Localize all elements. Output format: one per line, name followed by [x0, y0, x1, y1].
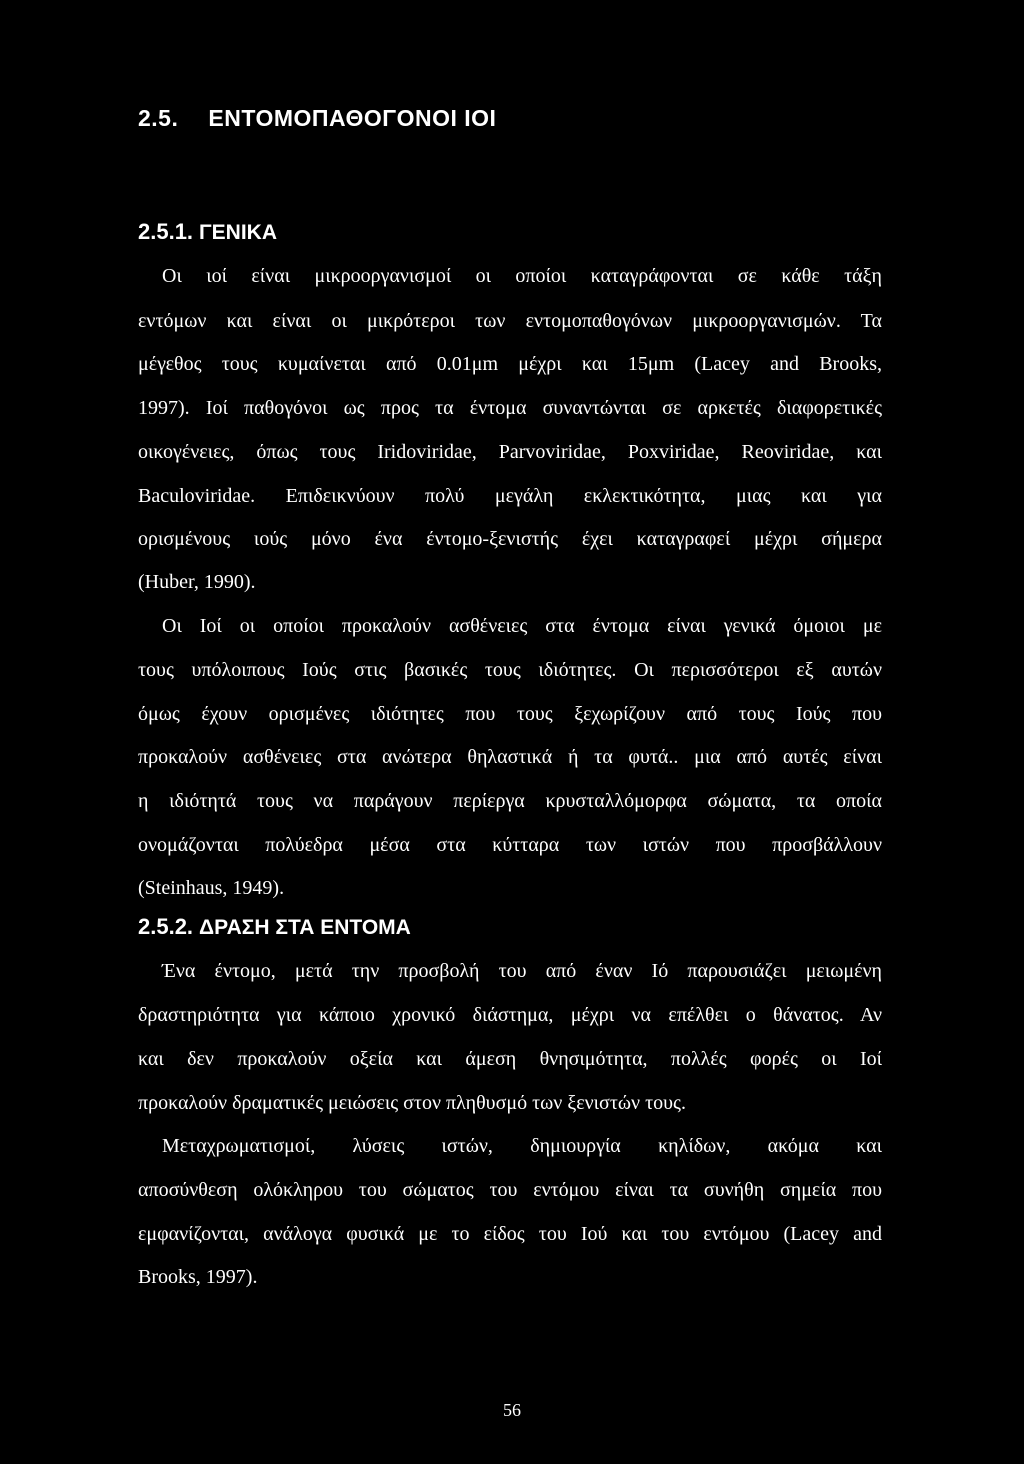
- subsection-title: ΔΡΑΣΗ ΣΤΑ ΕΝΤΟΜΑ: [199, 916, 411, 939]
- paragraph-line: προκαλούν ασθένειες στα ανώτερα θηλαστικά ή τα φυτά.. μια από αυτές είναι: [138, 746, 882, 768]
- paragraph-line: Οι Ιοί οι οποίοι προκαλούν ασθένειες στα έντομα είναι γενικά όμοιοι με: [162, 615, 882, 637]
- paragraph-line: Ένα έντομο, μετά την προσβολή του από έναν Ιό παρουσιάζει μειωμένη: [162, 960, 882, 982]
- paragraph-line: Μεταχρωματισμοί, λύσεις ιστών, δημιουργία κηλίδων, ακόμα και: [162, 1135, 882, 1157]
- subsection-number: 2.5.1.: [138, 219, 194, 244]
- paragraph-line: οικογένειες, όπως τους Iridoviridae, Parvoviridae, Poxviridae, Reoviridae, και: [138, 441, 882, 463]
- paragraph-line: (Steinhaus, 1949).: [138, 877, 285, 899]
- paragraph-line: η ιδιότητά τους να παράγουν περίεργα κρυσταλλόμορφα σώματα, τα οποία: [138, 790, 882, 812]
- paragraph-line: εντόμων και είναι οι μικρότεροι των εντομοπαθογόνων μικροοργανισμών. Τα: [138, 310, 882, 332]
- paragraph-line: (Huber, 1990).: [138, 571, 256, 593]
- section-heading: [138, 105, 496, 132]
- paragraph-line: ονομάζονται πολύεδρα μέσα στα κύτταρα των ιστών που προσβάλλουν: [138, 834, 882, 856]
- paragraph-line: 1997). Ιοί παθογόνοι ως προς τα έντομα συναντώνται σε αρκετές διαφορετικές: [138, 397, 882, 419]
- paragraph-line: αποσύνθεση ολόκληρου του σώματος του εντόμου είναι τα συνήθη σημεία που: [138, 1179, 882, 1201]
- paragraph-line: τους υπόλοιπους Ιούς στις βασικές τους ιδιότητες. Οι περισσότεροι εξ αυτών: [138, 659, 882, 681]
- section-number: 2.5.: [138, 105, 179, 131]
- section-title: ΕΝΤΟΜΟΠΑΘΟΓΟΝΟΙ ΙΟΙ: [208, 105, 497, 131]
- paragraph-line: δραστηριότητα για κάποιο χρονικό διάστημα, μέχρι να επέλθει ο θάνατος. Αν: [138, 1004, 882, 1026]
- paragraph-line: όμως έχουν ορισμένες ιδιότητες που τους ξεχωρίζουν από τους Ιούς που: [138, 703, 882, 725]
- paragraph-line: ορισμένους ιούς μόνο ένα έντομο-ξενιστής έχει καταγραφεί μέχρι σήμερα: [138, 528, 882, 550]
- subsection-title: ΓΕΝΙΚΑ: [199, 221, 278, 244]
- subsection-heading-general: [138, 219, 277, 245]
- subsection-number: 2.5.2.: [138, 914, 194, 939]
- paragraph-line: Baculoviridae. Επιδεικνύουν πολύ μεγάλη εκλεκτικότητα, μιας και για: [138, 485, 882, 507]
- paragraph-line: Οι ιοί είναι μικροοργανισμοί οι οποίοι καταγράφονται σε κάθε τάξη: [162, 265, 882, 287]
- paragraph-line: Brooks, 1997).: [138, 1266, 258, 1288]
- page-number: 56: [503, 1400, 521, 1420]
- paragraph-line: μέγεθος τους κυμαίνεται από 0.01μm μέχρι και 15μm (Lacey and Brooks,: [138, 353, 882, 375]
- paragraph-line: προκαλούν δραματικές μειώσεις στον πληθυσμό των ξενιστών τους.: [138, 1092, 686, 1114]
- subsection-heading-action: [138, 914, 411, 940]
- paragraph-line: εμφανίζονται, ανάλογα φυσικά με το είδος του Ιού και του εντόμου (Lacey and: [138, 1223, 882, 1245]
- paragraph-line: και δεν προκαλούν οξεία και άμεση θνησιμότητα, πολλές φορές οι Ιοί: [138, 1048, 882, 1070]
